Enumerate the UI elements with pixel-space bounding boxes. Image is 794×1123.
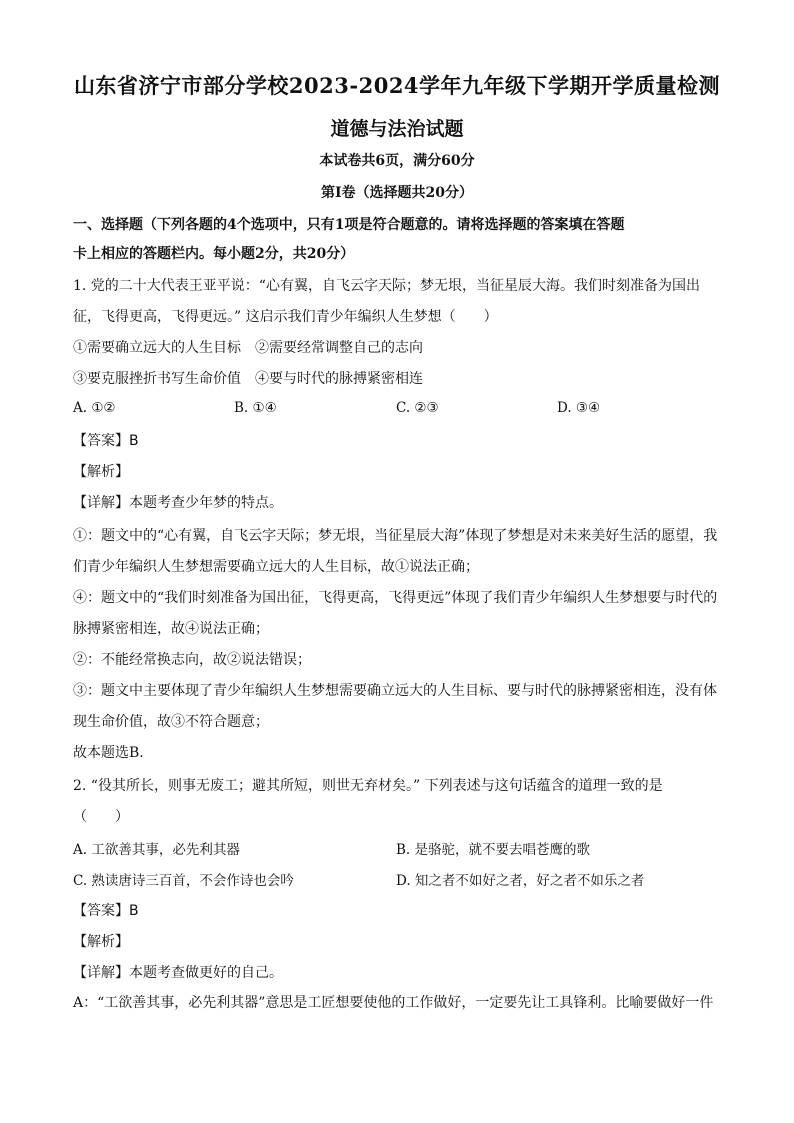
q1-explanation-1a: ①：题文中的“心有翼，自飞云字天际；梦无垠，当征星辰大海”体现了梦想是对未来美好生活的愿望，我 <box>73 528 718 544</box>
q2-detail: 【详解】本题考查做更好的自己。 <box>73 965 283 981</box>
q2-option-a: A. 工欲善其事，必先利其器 <box>73 842 240 858</box>
q1-explanation-2b: 脉搏紧密相连，故④说法正确； <box>73 621 269 637</box>
q1-explanation-1b: 们青少年编织人生梦想需要确立远大的人生目标，故①说法正确； <box>73 559 479 575</box>
q1-option-a: A. ①② <box>73 400 116 416</box>
q2-stem-line-2: （ ） <box>73 809 129 825</box>
q2-analysis-label: 【解析】 <box>73 934 129 950</box>
q1-option-c: C. ②③ <box>396 400 439 416</box>
q1-item-line-2: ③要克服挫折书写生命价值 ④要与时代的脉搏紧密相连 <box>73 371 423 387</box>
q1-explanation-2a: ④：题文中的“我们时刻准备为国出征，飞得更高，飞得更远”体现了我们青少年编织人生梦想要与时代的 <box>73 590 718 606</box>
subject-title: 道德与法治试题 <box>330 118 464 140</box>
q1-item-line-1: ①需要确立远大的人生目标 ②需要经常调整自己的志向 <box>73 340 423 356</box>
section-title: 第Ⅰ卷（选择题共20分） <box>320 185 474 201</box>
q2-answer: 【答案】B <box>73 903 139 919</box>
q1-detail: 【详解】本题考查少年梦的特点。 <box>73 495 283 511</box>
instructions-line-1: 一、选择题（下列各题的4个选项中，只有1项是符合题意的。请将选择题的答案填在答题 <box>73 217 625 233</box>
q1-option-d: D. ③④ <box>557 400 601 416</box>
q1-explanation-4a: ③：题文中主要体现了青少年编织人生梦想需要确立远大的人生目标、要与时代的脉搏紧密相连，没有体 <box>73 683 717 699</box>
q2-stem-line-1: 2. “役其所长，则事无废工；避其所短，则世无弃材矣。” 下列表述与这句话蕴含的道理一致的是 <box>73 778 663 794</box>
q1-stem-line-1: 1. 党的二十大代表王亚平说：“心有翼，自飞云字天际；梦无垠，当征星辰大海。我们时刻准备为国出 <box>73 278 700 294</box>
paper-info: 本试卷共6页，满分60分 <box>319 153 475 169</box>
instructions-line-2: 卡上相应的答题栏内。每小题2分，共20分） <box>73 246 355 262</box>
q1-explanation-4b: 现生命价值，故③不符合题意； <box>73 714 269 730</box>
q1-stem-line-2: 征，飞得更高，飞得更远。” 这启示我们青少年编织人生梦想（ ） <box>73 309 498 325</box>
q1-option-b: B. ①④ <box>234 400 277 416</box>
exam-title: 山东省济宁市部分学校2023-2024学年九年级下学期开学质量检测 <box>73 73 721 98</box>
q2-option-d: D. 知之者不如好之者，好之者不如乐之者 <box>396 873 645 889</box>
q1-analysis-label: 【解析】 <box>73 464 129 480</box>
q1-explanation-3: ②：不能经常换志向，故②说法错误； <box>73 652 311 668</box>
q1-answer: 【答案】B <box>73 433 139 449</box>
q2-option-b: B. 是骆驼，就不要去唱苍鹰的歌 <box>396 842 591 858</box>
q2-option-c: C. 熟读唐诗三百首，不会作诗也会吟 <box>73 873 294 889</box>
q2-explanation-a: A：“工欲善其事，必先利其器”意思是工匠想要使他的工作做好，一定要先让工具锋利。比喻要做好一件 <box>73 995 714 1011</box>
q1-conclusion: 故本题选B. <box>73 745 144 761</box>
